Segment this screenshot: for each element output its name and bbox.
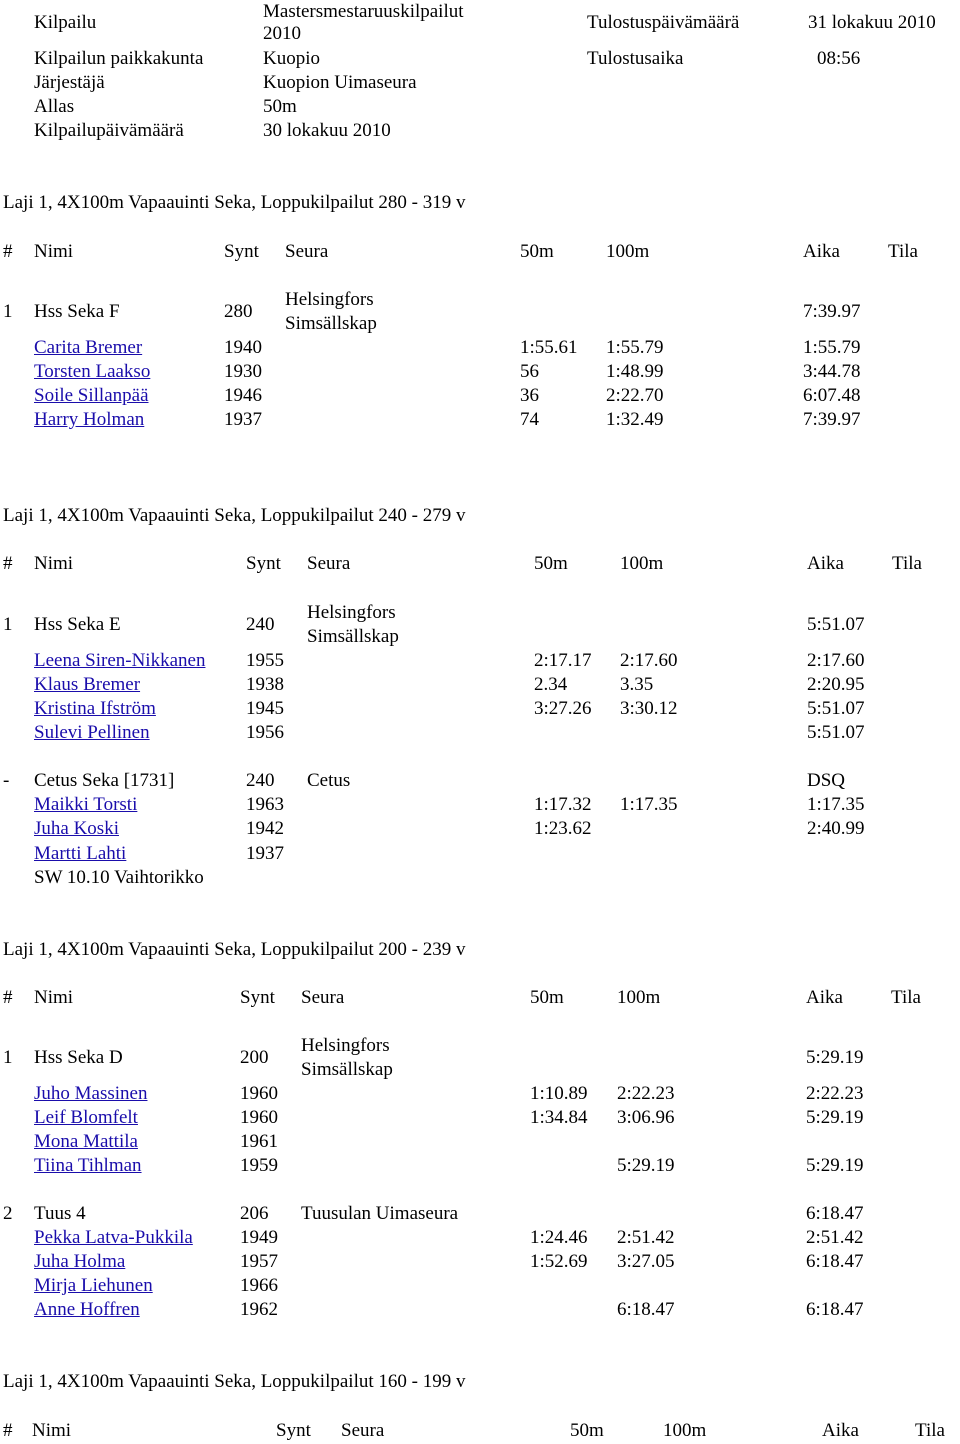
header-synt: Synt (240, 987, 275, 1008)
organizer-label: Järjestäjä (34, 72, 105, 93)
header-split50: 50m (530, 987, 564, 1008)
header-split50: 50m (570, 1420, 604, 1441)
header-name: Nimi (34, 553, 74, 574)
location-value: Kuopio (263, 48, 320, 69)
swimmer-synt: 1949 (240, 1227, 278, 1248)
team-name: Hss Seka D (34, 1047, 123, 1068)
swimmer-name-link[interactable]: Juho Massinen (34, 1083, 148, 1104)
swimmer-synt: 1946 (224, 385, 262, 406)
swimmer-time: 1:55.79 (803, 337, 861, 358)
swimmer-name-link[interactable]: Mona Mattila (34, 1131, 138, 1152)
header-num: # (3, 1420, 13, 1441)
swimmer-synt: 1937 (246, 843, 284, 864)
swimmer-split50: 2.34 (534, 674, 568, 695)
header-num: # (3, 987, 13, 1008)
swimmer-time: 5:51.07 (807, 722, 865, 743)
swimmer-name-link[interactable]: Juha Holma (34, 1251, 126, 1272)
team-rank: - (3, 770, 10, 791)
swimmer-time: 2:40.99 (807, 818, 865, 839)
header-split100: 100m (617, 987, 661, 1008)
swimmer-time: 5:29.19 (806, 1155, 864, 1176)
team-synt: 200 (240, 1047, 269, 1068)
swimmer-name-link[interactable]: Juha Koski (34, 818, 119, 839)
swimmer-split100: 3:27.05 (617, 1251, 675, 1272)
header-club: Seura (341, 1420, 385, 1441)
team-club-line2: Simsällskap (307, 626, 399, 647)
swimmer-name-link[interactable]: Soile Sillanpää (34, 385, 149, 406)
swimmer-split50: 1:52.69 (530, 1251, 588, 1272)
swimmer-split50: 1:10.89 (530, 1083, 588, 1104)
header-split100: 100m (620, 553, 664, 574)
swimmer-split100: 3:06.96 (617, 1107, 675, 1128)
organizer-value: Kuopion Uimaseura (263, 72, 417, 93)
team-name: Tuus 4 (34, 1203, 86, 1224)
pool-label: Allas (34, 96, 75, 117)
swimmer-time: 2:51.42 (806, 1227, 864, 1248)
swimmer-split100: 1:32.49 (606, 409, 664, 430)
swimmer-split50: 2:17.17 (534, 650, 592, 671)
swimmer-split100: 5:29.19 (617, 1155, 675, 1176)
team-club-line1: Cetus (307, 770, 351, 791)
team-rank: 1 (3, 614, 13, 635)
header-num: # (3, 241, 13, 262)
section-title: Laji 1, 4X100m Vapaauinti Seka, Loppukilpailut 160 - 199 v (3, 1371, 466, 1392)
header-split100: 100m (606, 241, 650, 262)
team-club-line1: Helsingfors (285, 289, 374, 310)
team-rank: 1 (3, 301, 13, 322)
header-club: Seura (301, 987, 345, 1008)
swimmer-split100: 1:17.35 (620, 794, 678, 815)
header-split100: 100m (663, 1420, 707, 1441)
swimmer-split50: 3:27.26 (534, 698, 592, 719)
header-name: Nimi (34, 241, 74, 262)
swimmer-split100: 3.35 (620, 674, 654, 695)
swimmer-split100: 2:22.70 (606, 385, 664, 406)
header-status: Tila (888, 241, 918, 262)
swimmer-synt: 1937 (224, 409, 262, 430)
swimmer-name-link[interactable]: Tiina Tihlman (34, 1155, 142, 1176)
pool-value: 50m (263, 96, 297, 117)
disqualification-note: SW 10.10 Vaihtorikko (34, 867, 204, 888)
swimmer-split50: 56 (520, 361, 539, 382)
print-date-label: Tulostuspäivämäärä (587, 12, 740, 33)
swimmer-synt: 1938 (246, 674, 284, 695)
swimmer-time: 5:29.19 (806, 1107, 864, 1128)
swimmer-split100: 2:22.23 (617, 1083, 675, 1104)
swimmer-name-link[interactable]: Sulevi Pellinen (34, 722, 150, 743)
swimmer-time: 6:18.47 (806, 1299, 864, 1320)
team-synt: 280 (224, 301, 253, 322)
team-club-line1: Helsingfors (301, 1035, 390, 1056)
swimmer-split50: 1:24.46 (530, 1227, 588, 1248)
swimmer-name-link[interactable]: Maikki Torsti (34, 794, 138, 815)
swimmer-split50: 1:23.62 (534, 818, 592, 839)
team-time: 6:18.47 (806, 1203, 864, 1224)
swimmer-time: 6:07.48 (803, 385, 861, 406)
date-label: Kilpailupäivämäärä (34, 120, 184, 141)
swimmer-time: 5:51.07 (807, 698, 865, 719)
swimmer-split100: 3:30.12 (620, 698, 678, 719)
swimmer-time: 2:17.60 (807, 650, 865, 671)
swimmer-split100: 2:17.60 (620, 650, 678, 671)
swimmer-synt: 1961 (240, 1131, 278, 1152)
header-club: Seura (285, 241, 329, 262)
print-date-value: 31 lokakuu 2010 (808, 12, 936, 33)
team-name: Hss Seka E (34, 614, 121, 635)
competition-value-line1: Mastersmestaruuskilpailut (263, 1, 464, 22)
swimmer-name-link[interactable]: Klaus Bremer (34, 674, 141, 695)
swimmer-name-link[interactable]: Martti Lahti (34, 843, 127, 864)
header-name: Nimi (32, 1420, 72, 1441)
swimmer-synt: 1956 (246, 722, 284, 743)
section-title: Laji 1, 4X100m Vapaauinti Seka, Loppukilpailut 280 - 319 v (3, 192, 466, 213)
team-rank: 2 (3, 1203, 13, 1224)
header-time: Aika (806, 987, 843, 1008)
swimmer-name-link[interactable]: Torsten Laakso (34, 361, 151, 382)
team-club-line1: Helsingfors (307, 602, 396, 623)
swimmer-name-link[interactable]: Pekka Latva-Pukkila (34, 1227, 193, 1248)
swimmer-synt: 1942 (246, 818, 284, 839)
swimmer-name-link[interactable]: Leena Siren-Nikkanen (34, 650, 206, 671)
competition-label: Kilpailu (34, 12, 97, 33)
header-status: Tila (915, 1420, 945, 1441)
team-club-line1: Tuusulan Uimaseura (301, 1203, 459, 1224)
swimmer-name-link[interactable]: Harry Holman (34, 409, 145, 430)
swimmer-synt: 1945 (246, 698, 284, 719)
swimmer-split100: 2:51.42 (617, 1227, 675, 1248)
header-club: Seura (307, 553, 351, 574)
swimmer-synt: 1930 (224, 361, 262, 382)
swimmer-split100: 1:48.99 (606, 361, 664, 382)
header-num: # (3, 553, 13, 574)
header-name: Nimi (34, 987, 74, 1008)
section-title: Laji 1, 4X100m Vapaauinti Seka, Loppukilpailut 240 - 279 v (3, 505, 466, 526)
swimmer-time: 7:39.97 (803, 409, 861, 430)
team-synt: 240 (246, 614, 275, 635)
header-time: Aika (803, 241, 840, 262)
swimmer-time: 2:22.23 (806, 1083, 864, 1104)
swimmer-split100: 1:55.79 (606, 337, 664, 358)
team-rank: 1 (3, 1047, 13, 1068)
team-synt: 206 (240, 1203, 269, 1224)
team-time: 7:39.97 (803, 301, 861, 322)
header-split50: 50m (534, 553, 568, 574)
header-status: Tila (891, 987, 921, 1008)
swimmer-split50: 36 (520, 385, 539, 406)
swimmer-split50: 1:55.61 (520, 337, 578, 358)
swimmer-synt: 1955 (246, 650, 284, 671)
location-label: Kilpailun paikkakunta (34, 48, 204, 69)
team-time: 5:51.07 (807, 614, 865, 635)
swimmer-synt: 1940 (224, 337, 262, 358)
header-synt: Synt (276, 1420, 311, 1441)
header-synt: Synt (224, 241, 259, 262)
swimmer-split50: 1:17.32 (534, 794, 592, 815)
header-status: Tila (892, 553, 922, 574)
swimmer-time: 2:20.95 (807, 674, 865, 695)
team-synt: 240 (246, 770, 275, 791)
print-time-label: Tulostusaika (587, 48, 684, 69)
swimmer-split50: 1:34.84 (530, 1107, 588, 1128)
swimmer-split50: 74 (520, 409, 539, 430)
swimmer-time: 3:44.78 (803, 361, 861, 382)
section-title: Laji 1, 4X100m Vapaauinti Seka, Loppukilpailut 200 - 239 v (3, 939, 466, 960)
swimmer-time: 6:18.47 (806, 1251, 864, 1272)
swimmer-synt: 1966 (240, 1275, 278, 1296)
swimmer-synt: 1963 (246, 794, 284, 815)
swimmer-synt: 1959 (240, 1155, 278, 1176)
swimmer-name-link[interactable]: Kristina Ifström (34, 698, 156, 719)
swimmer-split100: 6:18.47 (617, 1299, 675, 1320)
swimmer-synt: 1962 (240, 1299, 278, 1320)
header-time: Aika (807, 553, 844, 574)
team-time: DSQ (807, 770, 846, 791)
team-name: Hss Seka F (34, 301, 120, 322)
header-time: Aika (822, 1420, 859, 1441)
competition-value-line2: 2010 (263, 23, 301, 44)
swimmer-time: 1:17.35 (807, 794, 865, 815)
swimmer-name-link[interactable]: Carita Bremer (34, 337, 143, 358)
swimmer-name-link[interactable]: Mirja Liehunen (34, 1275, 153, 1296)
swimmer-synt: 1957 (240, 1251, 278, 1272)
header-synt: Synt (246, 553, 281, 574)
swimmer-name-link[interactable]: Anne Hoffren (34, 1299, 140, 1320)
team-club-line2: Simsällskap (301, 1059, 393, 1080)
swimmer-synt: 1960 (240, 1107, 278, 1128)
swimmer-name-link[interactable]: Leif Blomfelt (34, 1107, 138, 1128)
print-time-value: 08:56 (817, 48, 861, 69)
date-value: 30 lokakuu 2010 (263, 120, 391, 141)
team-name: Cetus Seka [1731] (34, 770, 175, 791)
team-time: 5:29.19 (806, 1047, 864, 1068)
swimmer-synt: 1960 (240, 1083, 278, 1104)
header-split50: 50m (520, 241, 554, 262)
team-club-line2: Simsällskap (285, 313, 377, 334)
